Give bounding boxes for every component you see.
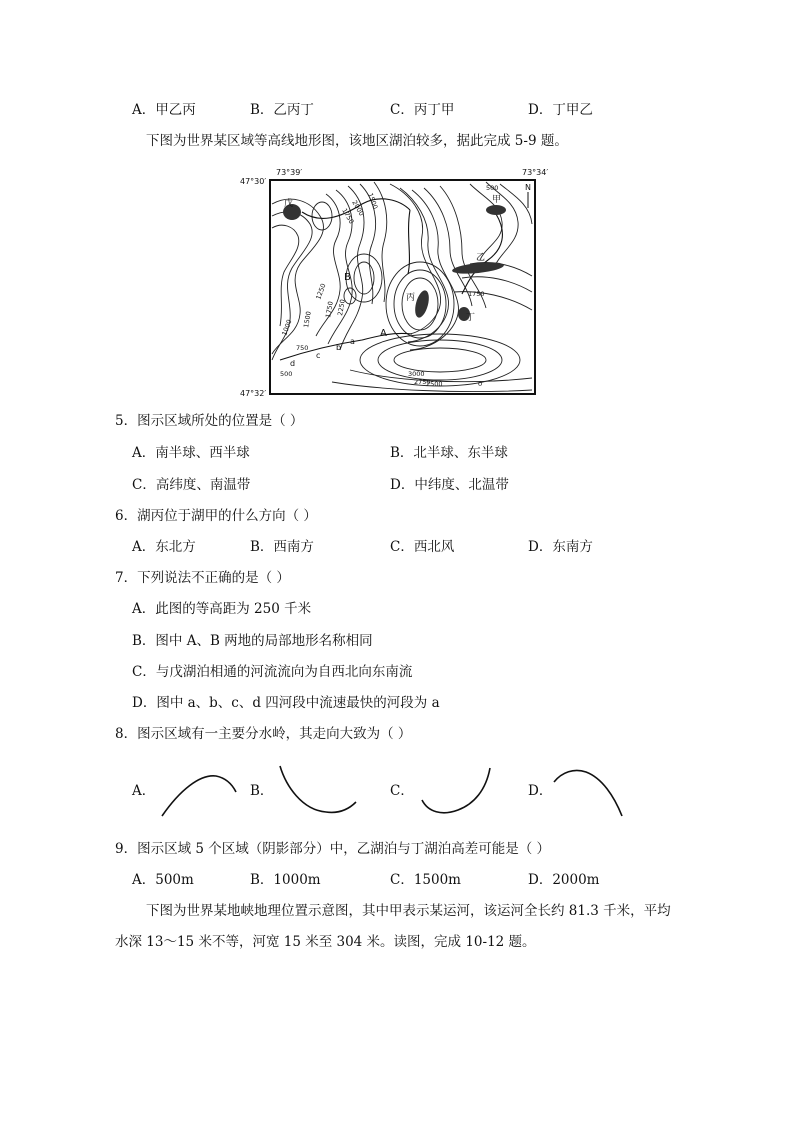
q4-option-d: D．丁甲乙: [528, 102, 593, 118]
q9-option-b: B．1000m: [250, 872, 321, 888]
river-label-c: c: [316, 351, 321, 360]
point-label-B: B: [344, 272, 351, 283]
q4-option-c: C．丙丁甲: [390, 102, 455, 118]
map-intro-text: 下图为世界某区域等高线地形图，该地区湖泊较多，据此完成 5-9 题。: [146, 133, 568, 149]
q6-stem: 6．湖丙位于湖甲的什么方向（ ）: [115, 508, 317, 524]
contour-label: 2500: [426, 380, 443, 388]
q4-option-a: A．甲乙丙: [132, 102, 196, 118]
contour-map-figure: [240, 164, 560, 400]
q9-option-d: D．2000m: [528, 872, 600, 888]
q7-option-d: D．图中 a、b、c、d 四河段中流速最快的河段为 a: [132, 695, 440, 711]
q9-option-c: C．1500m: [390, 872, 461, 888]
q9-stem: 9．图示区域 5 个区域（阴影部分）中，乙湖泊与丁湖泊高差可能是（ ）: [115, 841, 551, 857]
q7-option-a: A．此图的等高距为 250 千米: [132, 601, 312, 617]
contour-label: 0: [478, 380, 483, 388]
q6-option-c: C．西北风: [390, 539, 455, 555]
q8-option-c: C．: [390, 783, 414, 799]
contour-label: 1750: [324, 300, 335, 319]
lake-label-ding: 丁: [466, 313, 476, 323]
lake-label-yi: 乙: [476, 253, 486, 263]
contour-label: 750: [296, 344, 309, 352]
lake-jia: [486, 205, 506, 215]
q5-option-c: C．高纬度、南温带: [132, 477, 251, 493]
contour-label: 1250: [314, 282, 328, 301]
q8-stem: 8．图示区域有一主要分水岭，其走向大致为（ ）: [115, 726, 412, 742]
lake-label-wu: 戊: [284, 199, 294, 209]
contour-label: 500: [486, 184, 499, 192]
lat-top-label: 47°30′: [240, 177, 267, 186]
lat-bottom-label: 47°32′: [240, 389, 267, 398]
contour-label: 2000: [350, 199, 366, 218]
q6-option-b: B．西南方: [250, 539, 314, 555]
contour-label: 2250: [336, 298, 347, 317]
q9-option-a: A．500m: [132, 872, 194, 888]
q7-stem: 7．下列说法不正确的是（ ）: [115, 570, 290, 586]
river-label-b: b: [336, 343, 342, 352]
q8-option-d: D．: [528, 783, 553, 799]
contour-label: 2750: [414, 378, 431, 386]
contour-label: 1750: [340, 207, 356, 226]
q7-option-b: B．图中 A、B 两地的局部地形名称相同: [132, 633, 373, 649]
q8-curve-c: [418, 766, 494, 818]
contour-label: 3000: [408, 370, 425, 378]
q5-stem: 5．图示区域所处的位置是（ ）: [115, 413, 304, 429]
lake-label-jia: 甲: [492, 195, 502, 205]
contour-label: 500: [280, 370, 293, 378]
river-label-a: a: [350, 337, 355, 346]
north-arrow-label: N: [525, 183, 531, 192]
q8-option-b: B．: [250, 783, 274, 799]
q6-option-a: A．东北方: [132, 539, 196, 555]
q6-option-d: D．东南方: [528, 539, 593, 555]
q8-option-a: A．: [132, 783, 156, 799]
river-label-d: d: [290, 359, 296, 368]
contour-map-svg: [240, 164, 560, 400]
coord-top-right: 73°34′: [522, 168, 549, 177]
contour-label: 1000: [280, 318, 294, 337]
q8-curve-d: [552, 766, 628, 820]
contour-label: 1500: [366, 191, 380, 211]
canal-intro-line-1: 下图为世界某地峡地理位置示意图，其中甲表示某运河，该运河全长约 81.3 千米，平均: [146, 903, 671, 919]
q5-option-a: A．南半球、西半球: [132, 445, 250, 461]
contour-label: 1750: [468, 290, 485, 298]
contour-label: 1500: [302, 310, 313, 329]
q7-option-c: C．与戊湖泊相通的河流流向为自西北向东南流: [132, 664, 413, 680]
q5-option-d: D．中纬度、北温带: [390, 477, 509, 493]
q5-option-b: B．北半球、东半球: [390, 445, 508, 461]
point-label-A: A: [380, 328, 387, 339]
q4-option-b: B．乙丙丁: [250, 102, 314, 118]
q8-curve-b: [276, 764, 360, 818]
lake-label-bing: 丙: [406, 293, 416, 303]
canal-intro-line-2: 水深 13～15 米不等，河宽 15 米至 304 米。读图，完成 10-12 题。: [115, 934, 536, 950]
coord-top-left: 73°39′: [276, 168, 303, 177]
q8-curve-a: [160, 770, 240, 820]
